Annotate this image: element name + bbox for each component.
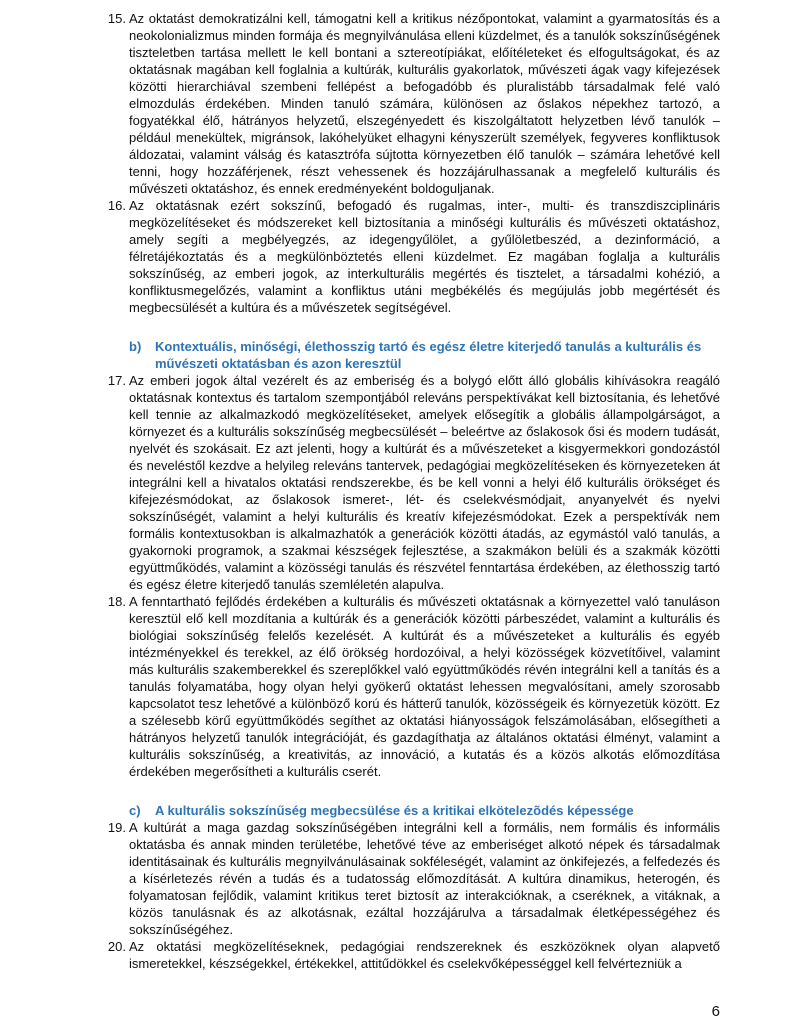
item-number: 19. — [107, 820, 126, 835]
list-item-17 — [96, 372, 720, 593]
item-text: A kultúrát a maga gazdag sokszínűségében integrálni kell a formális, nem formális és informális oktatásba és annak minden területébe, lehetővé téve az emberiséget alkotó népek és társadalmak identitásainak és kulturális megnyilvánulásainak sokféleségét, valamint az önkifejezés, a felfedezés és a kísérletezés révén a tudás és a tudatosság előmozdítását. A kultúra dinamikus, heterogén, és folyamatosan fejlődik, valamint kritikus teret biztosít az interakcióknak, a cseréknek, a vitáknak, a közös tanulásnak és az alkotásnak, ezáltal hozzájárulva a társadalmak életképességéhez és sokszínűségéhez. — [129, 820, 720, 937]
item-number: 20. — [107, 939, 126, 954]
item-text: Az oktatást demokratizálni kell, támogatni kell a kritikus nézőpontokat, valamint a gyarmatosítás és a neokolonializmus minden formája és megnyilvánulása elleni küzdelmet, és a tanulók sokszínűségének tiszteletben tartása mellett le kell bontani a sztereotípiákat, előítéleteket és elfogultságokat, és az oktatásnak magában kell foglalnia a kultúrák, kulturális gyakorlatok, művészeti ágak vagy kifejezések közötti hierarchiával szembeni fellépést a befogadóbb és pluralistább társadalmak felé való elmozdulás érdekében. Minden tanuló számára, különösen az őslakos népekhez tartozó, a fogyatékkal élő, hátrányos helyzetű, elszegényedett és kiszolgáltatott helyzetben lévő tanulók – például menekültek, migránsok, lakóhelyüket elhagyni kényszerült személyek, fegyveres konfliktusok áldozatai, valamint válság és katasztrófa sújtotta környezetben élő tanulók – számára lehetővé kell tenni, hogy hozzáférjenek, részt vehessenek és hozzájárulhassanak a megfelelő kulturális és művészeti oktatáshoz, és ennek eredményeként boldoguljanak. — [129, 11, 720, 196]
item-number: 17. — [107, 373, 126, 388]
item-text: A fenntartható fejlődés érdekében a kulturális és művészeti oktatásnak a környezettel való tanuláson keresztül elő kell mozdítania a kultúrák és a generációk közötti párbeszédet, valamint a kulturális és biológiai sokszínűség felelős kezelését. A kultúrát és a művészeteket a kulturális és egyéb intézményekkel és terekkel, az élő örökség hordozóival, a helyi közösségek közvetítőivel, valamint más kulturális szakemberekkel és szereplőkkel való együttműködés révén integrálni kell a tanítás és a tanulás folyamatába, hogy olyan helyi gyökerű oktatást lehessen megvalósítani, amely szorosabb kapcsolatot tesz lehetővé a különböző korú és hátterű tanulók, közösségeik és környezetük között. Ez a szélesebb körű együttműködés segíthet az oktatási hiányosságok felszámolásában, elősegítheti a hátrányos helyzetű tanulók integrációját, és gazdagíthatja az általános oktatási élményt, valamint a kulturális sokszínűség, a kreativitás, az innováció, a kutatás és a közös alkotás előmozdítása érdekében megerősítheti a kulturális cserét. — [129, 594, 720, 779]
item-text: Az emberi jogok által vezérelt és az emberiség és a bolygó előtt álló globális kihívásokra reagáló oktatásnak kontextus és tartalom szempontjából releváns perspektívákat kell biztosítania, és lehetővé kell tennie az alkalmazkodó megközelítéseket, amelyek elősegítik a globális állampolgárságot, a környezet és a kulturális sokszínűség megbecsülését – beleértve az őslakosok ősi és modern tudását, nyelvét és szokásait. Ez azt jelenti, hogy a kultúrát és a művészeteket a kisgyermekkori gondozástól és neveléstől kezdve a helyileg releváns tantervek, pedagógiai megközelítéseken és környezeteken át integrálni kell a hivatalos oktatási rendszerekbe, és be kell vonni a helyi élő kulturális örökséget és kifejezésmódokat, az őslakosok ismeret-, lét- és cselekvésmódjait, anyanyelvét és nyelvi sokszínűségét, valamint a helyi kulturális és kreatív kifejezésmódokat. Ezek a perspektívák nem formális kontextusokban is alkalmazhatók a generációk közötti átadás, az egymástól való tanulás, a gyakornoki programok, a szakmai készségek fejlesztése, a szakmákon belüli és a szakmák közötti együttműködés, valamint a közösségi tanulás és részvétel fenntartása érdekében, az élethosszig tartó és egész életre kiterjedő tanulás szemléletén alapulva. — [129, 373, 720, 592]
item-text: Az oktatásnak ezért sokszínű, befogadó és rugalmas, inter-, multi- és transzdiszciplináris megközelítéseket és módszereket kell biztosítania a minőségi kulturális és művészeti oktatáshoz, amely segíti a megbélyegzés, az idegengyűlölet, a gyűlöletbeszéd, a dezinformáció, a félretájékoztatás és a megkülönböztetés elleni küzdelmet. Ez magában foglalja a kulturális sokszínűség, az emberi jogok, az interkulturális megértés és tisztelet, a társadalmi kohézió, a konfliktusmegelőzés, valamint a konfliktus utáni megbékélés és megújulás jobb megértését és megbecsülését a kultúra és a művészetek segítségével. — [129, 198, 720, 315]
section-title: A kulturális sokszínűség megbecsülése és a kritikai elkötelezõdés képessége — [155, 803, 634, 818]
section-heading-c — [96, 802, 720, 819]
page-content — [96, 10, 720, 972]
section-title: Kontextuális, minőségi, élethosszig tartó és egész életre kiterjedő tanulás a kulturális és művészeti oktatásban és azon keresztül — [155, 339, 702, 371]
list-item-15 — [96, 10, 720, 197]
list-item-16 — [96, 197, 720, 316]
list-item-20 — [96, 938, 720, 972]
item-text: Az oktatási megközelítéseknek, pedagógiai rendszereknek és eszközöknek olyan alapvető ismeretekkel, készségekkel, értékekkel, attitűdökkel és cselekvőképességgel kell felvértezniük a — [129, 939, 720, 971]
list-item-18 — [96, 593, 720, 780]
section-letter: b) — [129, 339, 142, 354]
list-item-19 — [96, 819, 720, 938]
section-heading-b — [96, 338, 720, 372]
item-number: 16. — [107, 198, 126, 213]
section-letter: c) — [129, 803, 141, 818]
item-number: 18. — [107, 594, 126, 609]
item-number: 15. — [107, 11, 126, 26]
page-number: 6 — [711, 1003, 720, 1020]
